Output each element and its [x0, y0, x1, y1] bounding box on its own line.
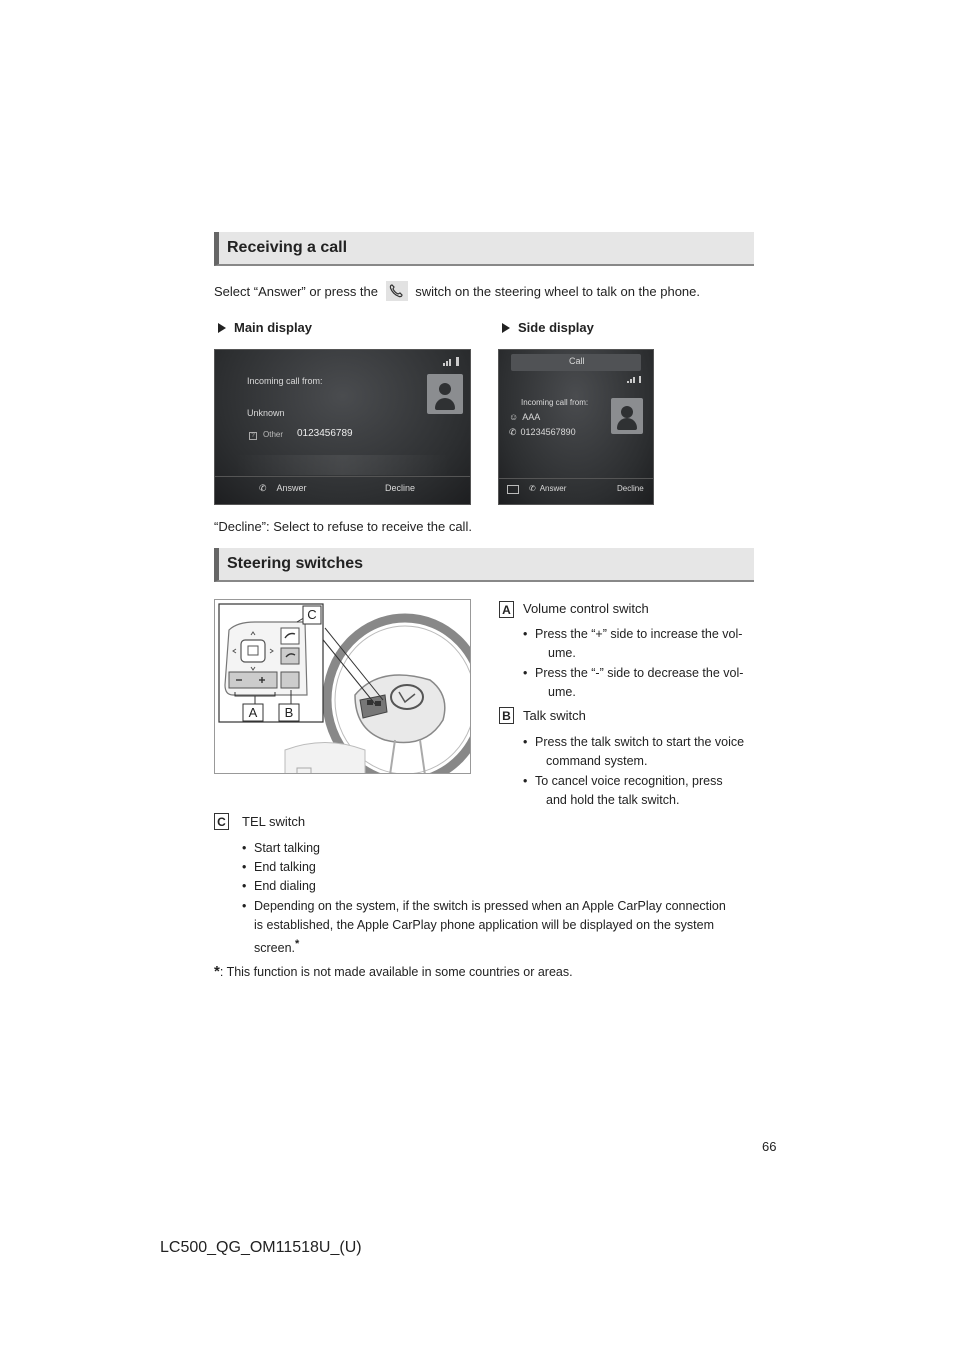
decline-button[interactable]: Decline	[617, 484, 644, 493]
answer-button[interactable]: ✆ Answer	[259, 483, 307, 493]
phone-icon: ✆	[529, 484, 536, 493]
caller-number: 0123456789	[297, 428, 353, 439]
answer-button[interactable]: ✆ Answer	[529, 484, 567, 493]
phone-icon: ✆	[259, 483, 267, 493]
person-icon: ☺	[509, 412, 519, 422]
footer-code: LC500_QG_OM11518U_(U)	[160, 1239, 362, 1256]
main-display-screen	[214, 349, 471, 505]
section-title: Steering switches	[227, 555, 364, 572]
instruction-text: Select “Answer” or press the switch on the steering wheel to talk on the phone.	[214, 281, 700, 301]
section-header-steering-switches	[214, 548, 754, 582]
triangle-icon	[218, 323, 226, 333]
bullet-item: • To cancel voice recognition, press and hold the talk switch.	[523, 774, 723, 807]
side-display-label: Side display	[502, 318, 594, 337]
main-display-label: Main display	[218, 318, 312, 337]
steering-wheel-illustration	[214, 599, 471, 774]
bullet-item: • Press the “+” side to increase the vol- ume.	[523, 627, 743, 660]
figure-label-a: A	[248, 705, 258, 720]
item-title-volume: Volume control switch	[523, 601, 649, 616]
footnote-text: : This function is not made available in some countries or areas.	[219, 965, 573, 979]
side-display-screen	[498, 349, 654, 505]
bullet-item: • Depending on the system, if the switch is pressed when an Apple CarPlay connection is established, the Apple CarPlay phone application will be displayed on the system screen.*	[242, 899, 726, 956]
marker-c: C	[214, 813, 229, 830]
item-title-tel: TEL switch	[242, 814, 306, 829]
caller-name: Unknown	[247, 408, 285, 418]
figure-label-b: B	[284, 705, 294, 720]
decline-button[interactable]: Decline	[385, 483, 416, 493]
triangle-icon	[502, 323, 510, 333]
contact-avatar-icon	[611, 398, 643, 434]
phone-icon	[386, 281, 408, 301]
footnote	[214, 962, 573, 982]
bullet-item: • Press the talk switch to start the voice command system.	[523, 735, 745, 768]
bullet-item: • Press the “-” side to decrease the vol- ume.	[523, 666, 744, 699]
figure-label-c: C	[307, 607, 317, 622]
phone-icon: ✆	[509, 427, 517, 437]
marker-a: A	[499, 601, 514, 618]
decline-note: “Decline”: Select to refuse to receive the call.	[214, 519, 472, 534]
page-number: 66	[762, 1139, 777, 1154]
help-icon: ?	[249, 432, 257, 440]
bullet-item: • End talking	[242, 860, 316, 874]
call-header: Call	[569, 356, 585, 366]
signal-icon	[627, 376, 641, 383]
caller-number: ✆ 01234567890	[509, 427, 576, 437]
bullet-item: • End dialing	[242, 879, 316, 893]
item-title-talk: Talk switch	[523, 708, 586, 723]
other-type: ? Other	[249, 430, 283, 440]
footnote-mark: *	[214, 963, 220, 980]
incoming-label: Incoming call from:	[247, 376, 323, 386]
signal-icon	[443, 357, 459, 366]
section-header-receiving-call	[214, 232, 754, 266]
minimize-icon[interactable]	[507, 485, 519, 494]
contact-avatar-icon	[427, 374, 463, 414]
section-title: Receiving a call	[227, 239, 348, 256]
marker-b: B	[499, 707, 514, 724]
bullet-item: • Start talking	[242, 841, 321, 855]
incoming-label: Incoming call from:	[521, 398, 589, 407]
caller-name: ☺ AAA	[509, 412, 541, 422]
